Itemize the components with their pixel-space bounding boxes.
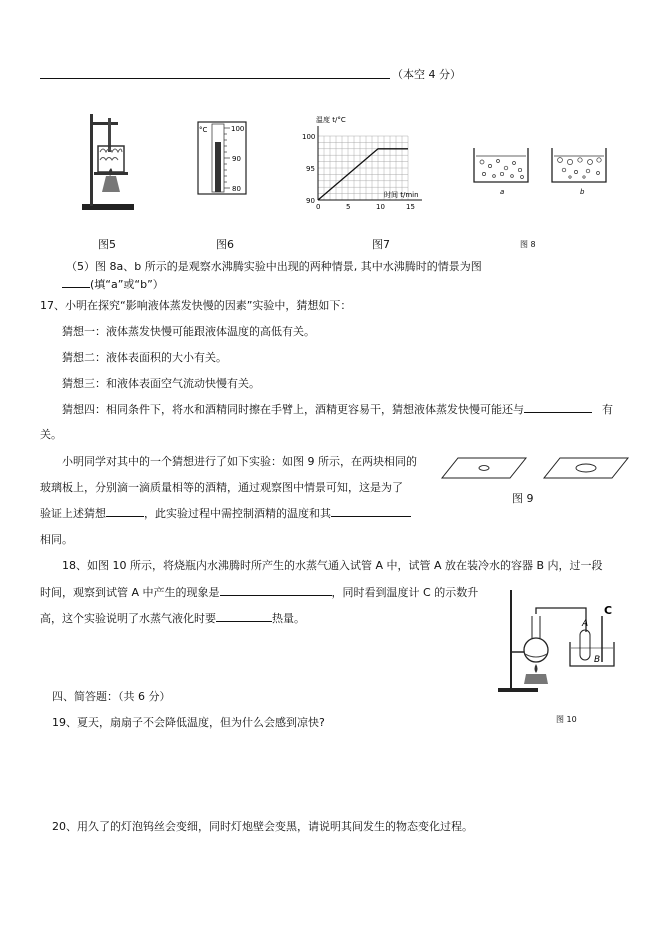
figure-7-caption: 图7	[372, 238, 390, 251]
q5-answer-blank[interactable]	[62, 276, 90, 288]
figure-9-glass-plates	[440, 456, 630, 482]
q20-text: 20、用久了的灯泡钨丝会变细，同时灯炮壁会变黑，请说明其间发生的物态变化过程。	[52, 820, 473, 833]
q17-experiment-end: 相同。	[40, 533, 73, 546]
figure-8-caption: 图 8	[520, 240, 536, 249]
q17-intro: 17、小明在探究“影响液体蒸发快慢的因素”实验中，猜想如下：	[40, 299, 352, 312]
figure-8a-beaker	[470, 146, 532, 196]
q17-guess3: 猜想三：和液体表面空气流动快慢有关。	[62, 377, 260, 390]
chart-y-tick-90: 90	[306, 197, 315, 205]
figure-8a-label: a	[500, 188, 505, 196]
figure-10-apparatus	[494, 586, 624, 696]
chart-x-tick-15: 15	[406, 203, 415, 211]
q17-hypothesis-blank[interactable]	[106, 505, 144, 517]
chart-x-tick-0: 0	[316, 203, 321, 211]
thermometer-unit: °C	[199, 126, 208, 134]
figure-8b-beaker	[548, 146, 610, 196]
thermometer-tick-80: 80	[232, 185, 241, 193]
figure-10-label-c: C	[604, 604, 613, 617]
q17-experiment-line1: 小明同学对其中的一个猜想进行了如下实验：如图 9 所示，在两块相同的	[62, 455, 417, 468]
thermometer-tick-100: 100	[231, 125, 245, 133]
figure-10-caption: 图 10	[556, 715, 577, 724]
q18-line2: 时间，观察到试管 A 中产生的现象是 ，同时看到温度计 C 的示数升	[40, 586, 479, 599]
q17-guess4-blank[interactable]	[524, 401, 592, 413]
q17-control-blank[interactable]	[331, 505, 411, 517]
figure-7-chart	[296, 114, 456, 220]
section-4-title: 四、简答题：（共 6 分）	[52, 690, 171, 703]
figure-8b-label: b	[580, 188, 585, 196]
q18-line3: 高，这个实验说明了水蒸气液化时要 热量。	[40, 612, 305, 625]
q18-heat-blank[interactable]	[216, 610, 272, 622]
q17-experiment-line3: 验证上述猜想 ，此实验过程中需控制酒精的温度和其	[40, 505, 411, 521]
figure-6-caption: 图6	[216, 238, 234, 251]
q17-guess4-end: 关。	[40, 428, 62, 441]
figure-10-label-a: A	[582, 619, 589, 629]
q17-guess4: 猜想四：相同条件下，将水和酒精同时擦在手臂上，酒精更容易干，猜想液体蒸发快慢可能还与 有	[62, 403, 613, 416]
header-score-note: （本空 4 分）	[392, 68, 461, 81]
q17-experiment-line2: 玻璃板上，分别滴一滴质量相等的酒精，通过观察图中情景可知，这是为了	[40, 481, 403, 494]
thermometer-tick-90: 90	[232, 155, 241, 163]
chart-y-tick-100: 100	[302, 133, 316, 141]
q5-line1: （5）图 8a、b 所示的是观察水沸腾实验中出现的两种情景, 其中水沸腾时的情景为图	[66, 260, 482, 273]
chart-x-label: 时间 t/min	[384, 191, 419, 199]
chart-y-tick-95: 95	[306, 165, 315, 173]
figure-9-caption: 图 9	[512, 492, 534, 505]
chart-x-tick-10: 10	[376, 203, 385, 211]
q17-guess1: 猜想一：液体蒸发快慢可能跟液体温度的高低有关。	[62, 325, 315, 338]
header-answer-line	[40, 66, 390, 79]
q18-phenomenon-blank[interactable]	[220, 584, 332, 596]
chart-x-tick-5: 5	[346, 203, 351, 211]
q5-line2: (填“a”或“b”）	[62, 276, 164, 292]
figure-5-apparatus	[80, 112, 140, 212]
q17-guess2: 猜想二：液体表面积的大小有关。	[62, 351, 227, 364]
figure-6-thermometer	[196, 120, 250, 198]
figure-10-label-b: B	[594, 655, 601, 665]
q18-line1: 18、如图 10 所示，将烧瓶内水沸腾时所产生的水蒸气通入试管 A 中，试管 A 放在装冷水的容器 B 内，过一段	[62, 559, 603, 572]
q19-text: 19、夏天，扇扇子不会降低温度，但为什么会感到凉快?	[52, 716, 325, 729]
figure-5-caption: 图5	[98, 238, 116, 251]
chart-y-label: 温度 t/°C	[316, 116, 346, 124]
